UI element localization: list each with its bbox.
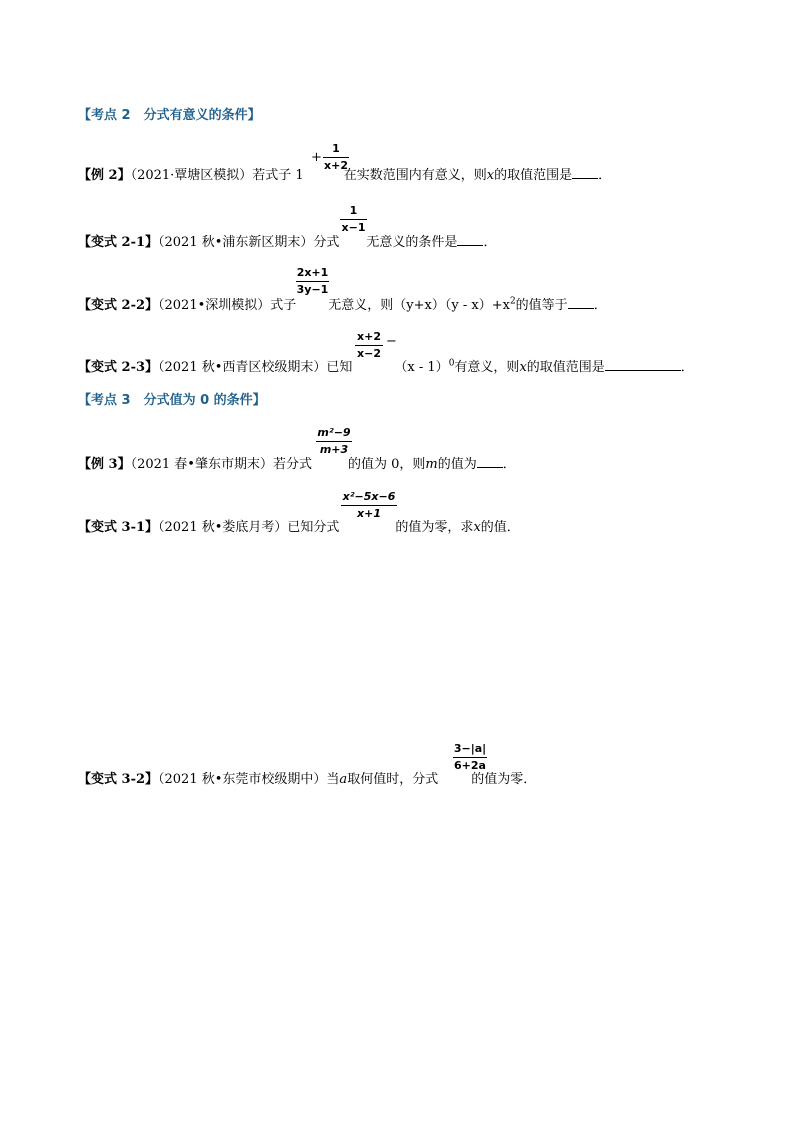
numerator: x+2 — [357, 330, 381, 343]
text: 在实数范围内有意义，则 — [343, 168, 487, 183]
source: （2021 春•肇东市期末） — [130, 457, 273, 472]
section-heading-2: 【考点 2 分式有意义的条件】 — [78, 108, 261, 123]
text: 的取值范围是 — [526, 360, 605, 375]
text: 的值为零． — [471, 772, 537, 787]
denominator: x−2 — [357, 347, 381, 360]
text: 的值． — [480, 520, 520, 535]
source: （2021 秋•西青区校级期末） — [158, 360, 327, 375]
answer-blank — [477, 455, 503, 468]
denominator: 3y−1 — [296, 283, 329, 296]
text: 已知 — [326, 360, 353, 375]
fraction-v31 — [341, 490, 397, 521]
variable: m — [425, 457, 438, 472]
section-heading-3: 【考点 3 分式值为 0 的条件】 — [78, 393, 266, 408]
source: （2021·覃塘区模拟） — [130, 168, 253, 183]
variable: x — [486, 168, 495, 183]
text: 的值等于 — [515, 298, 568, 313]
variant-3-1 — [78, 516, 520, 535]
fraction-bar — [355, 345, 383, 346]
text: 式子 — [270, 298, 297, 313]
source: （2021•深圳模拟） — [158, 298, 271, 313]
plus-sign: + — [311, 150, 322, 165]
fraction-bar — [340, 219, 367, 220]
example-tag: 【变式 2-1】 — [78, 235, 159, 250]
numerator: x²−5x−6 — [342, 490, 396, 503]
text: 无意义，则（y+x）（y - x）+x — [328, 298, 510, 313]
fraction-v32 — [453, 742, 487, 773]
fraction-bar — [323, 157, 349, 158]
variable: x — [473, 520, 481, 535]
text: ． — [598, 168, 612, 183]
denominator: 6+2a — [454, 759, 486, 772]
text: 的取值范围是 — [494, 168, 573, 183]
fraction-v21 — [340, 204, 367, 235]
fraction-bar — [296, 281, 329, 282]
text: 已知分式 — [287, 520, 340, 535]
fraction-bar — [316, 441, 352, 442]
example-tag: 【变式 2-3】 — [78, 360, 159, 375]
variant-2-3 — [78, 356, 694, 375]
fraction-bar — [453, 757, 487, 758]
text: 若分式 — [272, 457, 312, 472]
superscript: 0 — [448, 358, 455, 369]
text: 当 — [326, 772, 340, 787]
text: ． — [502, 457, 516, 472]
example-tag: 【例 3】 — [78, 457, 131, 472]
variable: x — [519, 360, 527, 375]
numerator: 1 — [332, 142, 340, 155]
denominator: x−1 — [341, 221, 366, 234]
fraction-bar — [341, 505, 397, 506]
numerator: 3−|a| — [453, 742, 487, 755]
example-tag: 【变式 3-1】 — [78, 520, 159, 535]
text: 有意义，则 — [454, 360, 520, 375]
text: ． — [680, 360, 694, 375]
numerator: 1 — [349, 204, 358, 217]
numerator: 2x+1 — [296, 266, 329, 279]
example-tag: 【变式 3-2】 — [78, 772, 159, 787]
answer-blank — [572, 166, 598, 179]
source: （2021 秋•东莞市校级期中） — [158, 772, 327, 787]
text: 取何值时，分式 — [347, 772, 439, 787]
text: 的值为 0，则 — [347, 457, 426, 472]
numerator: m²−9 — [317, 426, 351, 439]
text: 若式子 1 — [252, 168, 304, 183]
denominator: x+2 — [324, 159, 348, 172]
superscript: 2 — [509, 296, 516, 307]
answer-blank — [568, 296, 594, 309]
variant-2-2 — [78, 294, 607, 313]
source: （2021 秋•娄底月考） — [158, 520, 288, 535]
minus-sign: − — [386, 334, 397, 349]
variant-2-1 — [78, 231, 496, 250]
text: 无意义的条件是 — [366, 235, 458, 250]
fraction-e2 — [323, 142, 349, 173]
denominator: x+1 — [357, 507, 381, 520]
fraction-v23 — [355, 330, 383, 361]
answer-blank — [605, 358, 681, 371]
text: ． — [483, 235, 497, 250]
example-tag: 【变式 2-2】 — [78, 298, 159, 313]
text: 的值为 — [437, 457, 477, 472]
text: 的值为零，求 — [395, 520, 474, 535]
example-3 — [78, 453, 516, 472]
denominator: m+3 — [319, 443, 349, 456]
text: ． — [593, 298, 607, 313]
example-tag: 【例 2】 — [78, 168, 131, 183]
source: （2021 秋•浦东新区期末） — [158, 235, 314, 250]
text: 分式 — [313, 235, 340, 250]
answer-blank — [457, 233, 483, 246]
fraction-e3 — [316, 426, 352, 457]
fraction-v22 — [296, 266, 329, 297]
variable: a — [339, 772, 348, 787]
text: （x - 1） — [394, 360, 449, 375]
